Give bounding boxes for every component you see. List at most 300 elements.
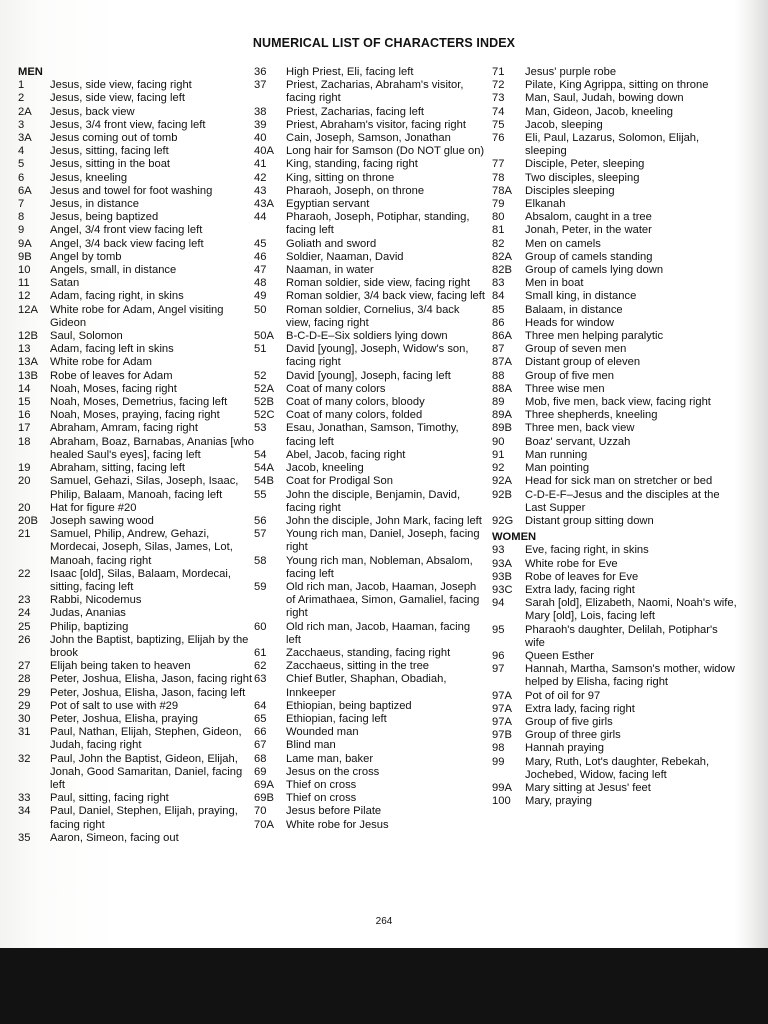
entry-text: Noah, Moses, Demetrius, facing left	[50, 396, 228, 409]
entry-text: Adam, facing right, in skins	[50, 290, 184, 303]
entry-text: Jesus' purple robe	[525, 66, 617, 78]
index-entry	[18, 687, 258, 700]
entry-number: 13B	[18, 369, 38, 382]
entry-text: Coat of many colors, bloody	[286, 396, 425, 409]
index-entry	[492, 449, 737, 462]
entry-text: Mob, five men, back view, facing right	[525, 396, 711, 409]
index-entry	[492, 238, 737, 251]
index-entry	[18, 198, 258, 211]
entry-text: Goliath and sword	[286, 237, 377, 250]
index-entry	[492, 742, 737, 755]
index-entry	[254, 277, 486, 290]
index-entry	[18, 568, 258, 594]
entry-number: 3A	[18, 132, 32, 145]
entry-text: Blind man	[286, 739, 336, 752]
entry-text: Roman soldier, 3/4 back view, facing left	[286, 290, 485, 303]
entry-text: Mary sitting at Jesus' feet	[525, 781, 651, 794]
entry-number: 15	[18, 396, 31, 409]
entry-text: Extra lady, facing right	[525, 583, 635, 596]
entry-text: Coat of many colors, folded	[286, 409, 423, 422]
column-3	[492, 66, 737, 808]
index-entry	[254, 739, 486, 752]
entry-text: Noah, Moses, praying, facing right	[50, 409, 220, 422]
index-entry	[18, 79, 258, 92]
entry-number: 2	[18, 92, 25, 105]
index-entry	[492, 795, 737, 808]
entry-number: 57	[254, 528, 267, 541]
entry-text: Paul, John the Baptist, Gideon, Elijah, Jonah, Good Samaritan, Daniel, facing left	[50, 752, 243, 791]
index-entry	[254, 251, 486, 264]
entry-text: Pilate, King Agrippa, sitting on throne	[525, 79, 709, 92]
index-entry	[492, 716, 737, 729]
entry-text: Jesus, sitting, facing left	[50, 145, 169, 158]
entry-text: Jesus coming out of tomb	[50, 132, 178, 145]
entry-number: 82	[492, 237, 505, 250]
entry-number: 99A	[492, 781, 512, 794]
index-entry	[254, 819, 486, 832]
entry-text: Balaam, in distance	[525, 303, 623, 316]
index-entry	[492, 317, 737, 330]
index-entry	[254, 132, 486, 145]
entry-number: 86A	[492, 330, 512, 343]
index-entry	[492, 756, 737, 782]
entry-number: 82A	[492, 250, 512, 263]
entry-text: Absalom, caught in a tree	[525, 211, 652, 224]
index-entry	[18, 251, 258, 264]
index-entry	[18, 713, 258, 726]
index-entry	[18, 277, 258, 290]
entry-text: Jacob, sleeping	[525, 118, 603, 131]
entry-text: Philip, baptizing	[50, 620, 129, 633]
entry-number: 97A	[492, 689, 512, 702]
index-entry	[492, 330, 737, 343]
index-entry	[254, 198, 486, 211]
entry-number: 93C	[492, 583, 513, 596]
index-entry	[18, 290, 258, 303]
entry-number: 52C	[254, 409, 275, 422]
entry-text: Pharaoh's daughter, Delilah, Potiphar's wife	[525, 623, 718, 649]
index-entry	[492, 663, 737, 689]
entry-number: 54A	[254, 462, 274, 475]
index-entry	[254, 290, 486, 303]
entry-text: C-D-E-F–Jesus and the disciples at the Last Supper	[525, 488, 720, 514]
entry-text: Group of seven men	[525, 343, 627, 356]
entry-number: 91	[492, 448, 505, 461]
entry-text: Men on camels	[525, 237, 601, 250]
index-entry	[492, 650, 737, 663]
index-entry	[492, 290, 737, 303]
index-entry	[254, 700, 486, 713]
index-entry	[492, 422, 737, 435]
index-entry	[18, 502, 258, 515]
index-entry	[18, 422, 258, 435]
index-entry	[254, 145, 486, 158]
index-entry	[492, 383, 737, 396]
entry-number: 30	[18, 712, 31, 725]
entry-list-women	[492, 544, 737, 808]
index-entry	[18, 238, 258, 251]
entry-number: 69B	[254, 792, 274, 805]
index-entry	[254, 555, 486, 581]
entry-text: Lame man, baker	[286, 752, 374, 765]
entry-text: Jesus, being baptized	[50, 211, 159, 224]
entry-number: 39	[254, 118, 267, 131]
entry-number: 69	[254, 765, 267, 778]
entry-number: 38	[254, 105, 267, 118]
entry-text: Two disciples, sleeping	[525, 171, 640, 184]
index-entry	[254, 449, 486, 462]
entry-text: Roman soldier, side view, facing right	[286, 277, 471, 290]
entry-list-col2	[254, 66, 486, 832]
entry-number: 47	[254, 264, 267, 277]
entry-text: Man running	[525, 448, 588, 461]
index-entry	[492, 185, 737, 198]
index-entry	[254, 422, 486, 448]
index-entry	[254, 185, 486, 198]
entry-text: Long hair for Samson (Do NOT glue on)	[286, 145, 485, 158]
index-entry	[18, 726, 258, 752]
entry-number: 45	[254, 237, 267, 250]
entry-text: David [young], Joseph, facing left	[286, 369, 451, 382]
entry-text: Group of five girls	[525, 715, 613, 728]
entry-number: 16	[18, 409, 31, 422]
entry-text: Abel, Jacob, facing right	[286, 448, 406, 461]
index-entry	[492, 475, 737, 488]
entry-number: 97B	[492, 729, 512, 742]
entry-number: 36	[254, 66, 267, 78]
entry-text: Three shepherds, kneeling	[525, 409, 658, 422]
entry-number: 93	[492, 544, 505, 557]
index-entry	[492, 92, 737, 105]
column-1	[18, 66, 258, 845]
entry-text: Old rich man, Jacob, Haaman, facing left	[286, 620, 471, 646]
entry-number: 77	[492, 158, 505, 171]
entry-text: Priest, Zacharias, facing left	[286, 105, 425, 118]
entry-text: Group of camels lying down	[525, 264, 664, 277]
entry-number: 64	[254, 699, 267, 712]
entry-text: Young rich man, Daniel, Joseph, facing right	[286, 528, 480, 554]
entry-number: 90	[492, 435, 505, 448]
entry-text: Paul, Nathan, Elijah, Stephen, Gideon, Judah, facing right	[50, 726, 242, 752]
entry-text: Jesus and towel for foot washing	[50, 184, 213, 197]
entry-text: Peter, Joshua, Elisha, praying	[50, 712, 199, 725]
entry-text: Thief on cross	[286, 792, 357, 805]
entry-text: Jacob, kneeling	[286, 462, 364, 475]
entry-number: 53	[254, 422, 267, 435]
index-entry	[18, 660, 258, 673]
entry-number: 8	[18, 211, 25, 224]
entry-text: Zacchaeus, standing, facing right	[286, 646, 451, 659]
entry-text: Angel, 3/4 front view facing left	[50, 224, 203, 237]
index-entry	[18, 330, 258, 343]
index-entry	[254, 528, 486, 554]
entry-number: 52B	[254, 396, 274, 409]
entry-text: Ethiopian, being baptized	[286, 699, 412, 712]
index-entry	[18, 792, 258, 805]
entry-number: 5	[18, 158, 25, 171]
entry-text: Mary, praying	[525, 795, 592, 808]
entry-text: Angel by tomb	[50, 250, 122, 263]
index-entry	[18, 436, 258, 462]
index-entry	[254, 779, 486, 792]
entry-number: 13	[18, 343, 31, 356]
entry-text: Disciple, Peter, sleeping	[525, 158, 645, 171]
entry-number: 32	[18, 752, 31, 765]
entry-text: Pot of salt to use with #29	[50, 699, 179, 712]
entry-list-col3	[492, 66, 737, 528]
entry-number: 27	[18, 660, 31, 673]
index-entry	[18, 145, 258, 158]
entry-number: 3	[18, 118, 25, 131]
index-entry	[254, 172, 486, 185]
entry-number: 93B	[492, 570, 512, 583]
index-entry	[18, 515, 258, 528]
entry-text: Pot of oil for 97	[525, 689, 601, 702]
index-entry	[492, 436, 737, 449]
entry-text: Pharaoh, Joseph, Potiphar, standing, facing left	[286, 211, 470, 237]
index-entry	[18, 621, 258, 634]
entry-number: 82B	[492, 264, 512, 277]
entry-text: Eli, Paul, Lazarus, Solomon, Elijah, sleeping	[525, 132, 700, 158]
entry-number: 20B	[18, 514, 38, 527]
entry-text: King, sitting on throne	[286, 171, 395, 184]
entry-text: Abraham, sitting, facing left	[50, 462, 185, 475]
entry-number: 33	[18, 792, 31, 805]
index-entry	[254, 343, 486, 369]
index-entry	[254, 753, 486, 766]
entry-number: 78	[492, 171, 505, 184]
entry-text: Jesus, side view, facing left	[50, 92, 185, 105]
entry-number: 75	[492, 118, 505, 131]
entry-number: 7	[18, 198, 25, 211]
entry-number: 40	[254, 132, 267, 145]
index-entry	[18, 343, 258, 356]
entry-text: Coat for Prodigal Son	[286, 475, 393, 488]
entry-number: 87	[492, 343, 505, 356]
entry-text: Naaman, in water	[286, 264, 374, 277]
entry-text: Sarah [old], Elizabeth, Naomi, Noah's wife, Mary [old], Lois, facing left	[525, 597, 737, 623]
index-entry	[492, 251, 737, 264]
entry-text: Jesus, in distance	[50, 198, 139, 211]
entry-number: 25	[18, 620, 31, 633]
entry-text: Elijah being taken to heaven	[50, 660, 191, 673]
entry-number: 67	[254, 739, 267, 752]
entry-text: Wounded man	[286, 726, 359, 739]
entry-number: 37	[254, 79, 267, 92]
entry-number: 44	[254, 211, 267, 224]
entry-number: 12B	[18, 330, 38, 343]
index-entry	[254, 66, 486, 79]
entry-text: Ethiopian, facing left	[286, 712, 387, 725]
entry-text: Jesus, side view, facing right	[50, 79, 192, 92]
index-entry	[254, 766, 486, 779]
index-entry	[254, 370, 486, 383]
index-entry	[18, 211, 258, 224]
entry-number: 56	[254, 514, 267, 527]
entry-number: 9	[18, 224, 25, 237]
entry-text: Young rich man, Nobleman, Absalom, facing left	[286, 554, 473, 580]
page-number: 264	[375, 916, 393, 927]
index-entry	[18, 119, 258, 132]
index-entry	[18, 594, 258, 607]
entry-number: 88A	[492, 382, 512, 395]
entry-text: Jesus, 3/4 front view, facing left	[50, 118, 206, 131]
index-entry	[254, 673, 486, 699]
index-entry	[492, 515, 737, 528]
entry-text: Heads for window	[525, 316, 614, 329]
entry-text: Samuel, Gehazi, Silas, Joseph, Isaac, Philip, Balaam, Manoah, facing left	[50, 475, 239, 501]
index-entry	[492, 462, 737, 475]
index-entry	[18, 832, 258, 845]
entry-number: 80	[492, 211, 505, 224]
entry-number: 14	[18, 382, 31, 395]
index-entry	[18, 700, 258, 713]
entry-number: 13A	[18, 356, 38, 369]
entry-text: Boaz' servant, Uzzah	[525, 435, 631, 448]
entry-text: White robe for Adam	[50, 356, 152, 369]
entry-number: 92A	[492, 475, 512, 488]
index-entry	[254, 475, 486, 488]
scanner-background	[0, 948, 768, 1024]
entry-number: 97	[492, 663, 505, 676]
entry-number: 89A	[492, 409, 512, 422]
entry-text: Peter, Joshua, Elisha, Jason, facing right	[50, 673, 253, 686]
index-entry	[18, 356, 258, 369]
entry-number: 20	[18, 501, 31, 514]
page-title: NUMERICAL LIST OF CHARACTERS INDEX	[252, 36, 516, 50]
entry-number: 17	[18, 422, 31, 435]
index-entry	[18, 185, 258, 198]
entry-number: 18	[18, 435, 31, 448]
entry-number: 94	[492, 597, 505, 610]
entry-text: Isaac [old], Silas, Balaam, Mordecai, sitting, facing left	[50, 567, 231, 593]
entry-text: Three wise men	[525, 382, 605, 395]
entry-text: Priest, Zacharias, Abraham's visitor, facing right	[286, 79, 464, 105]
entry-text: Three men, back view	[525, 422, 635, 435]
entry-number: 43A	[254, 198, 274, 211]
entry-number: 50	[254, 303, 267, 316]
entry-number: 34	[18, 805, 31, 818]
index-entry	[492, 79, 737, 92]
index-entry	[18, 528, 258, 568]
index-entry	[18, 383, 258, 396]
entry-number: 22	[18, 567, 31, 580]
entry-number: 11	[18, 277, 30, 290]
entry-number: 88	[492, 369, 505, 382]
index-entry	[254, 515, 486, 528]
entry-text: Judas, Ananias	[50, 607, 126, 620]
index-entry	[18, 132, 258, 145]
entry-text: Aaron, Simeon, facing out	[50, 831, 179, 844]
entry-text: Small king, in distance	[525, 290, 637, 303]
entry-number: 9B	[18, 250, 32, 263]
entry-text: Rabbi, Nicodemus	[50, 594, 142, 607]
entry-text: Saul, Solomon	[50, 330, 123, 343]
entry-number: 54B	[254, 475, 274, 488]
index-entry	[492, 343, 737, 356]
index-entry	[18, 607, 258, 620]
entry-number: 65	[254, 712, 267, 725]
index-entry	[254, 726, 486, 739]
entry-text: Group of camels standing	[525, 250, 653, 263]
column-2	[254, 66, 486, 832]
entry-text: Thief on cross	[286, 778, 357, 791]
index-entry	[492, 304, 737, 317]
index-entry	[18, 396, 258, 409]
index-entry	[492, 544, 737, 557]
index-entry	[492, 409, 737, 422]
index-entry	[18, 409, 258, 422]
entry-number: 61	[254, 646, 267, 659]
entry-number: 89B	[492, 422, 512, 435]
index-entry	[492, 356, 737, 369]
index-entry	[254, 647, 486, 660]
entry-number: 52	[254, 369, 267, 382]
entry-number: 60	[254, 620, 267, 633]
index-entry	[254, 792, 486, 805]
index-entry	[492, 584, 737, 597]
index-entry	[18, 673, 258, 686]
index-entry	[492, 158, 737, 171]
entry-number: 21	[18, 528, 31, 541]
entry-number: 74	[492, 105, 505, 118]
index-entry	[254, 713, 486, 726]
index-entry	[492, 224, 737, 237]
index-entry	[18, 92, 258, 105]
index-entry	[18, 753, 258, 793]
entry-number: 93A	[492, 557, 512, 570]
entry-number: 97A	[492, 702, 512, 715]
index-entry	[18, 805, 258, 831]
entry-text: Man pointing	[525, 462, 590, 475]
index-entry	[492, 106, 737, 119]
entry-number: 78A	[492, 184, 512, 197]
entry-text: King, standing, facing right	[286, 158, 418, 171]
entry-text: Mary, Ruth, Lot's daughter, Rebekah, Jochebed, Widow, facing left	[525, 755, 710, 781]
entry-text: White robe for Jesus	[286, 818, 389, 831]
index-entry	[492, 198, 737, 211]
entry-number: 66	[254, 726, 267, 739]
entry-number: 6A	[18, 184, 32, 197]
entry-number: 29	[18, 686, 31, 699]
index-entry	[492, 132, 737, 158]
entry-number: 4	[18, 145, 25, 158]
entry-text: Old rich man, Jacob, Haaman, Joseph of Arimathaea, Simon, Gamaliel, facing right	[286, 580, 480, 620]
index-entry	[254, 581, 486, 621]
entry-number: 9A	[18, 237, 32, 250]
entry-number: 95	[492, 623, 505, 636]
index-entry	[18, 264, 258, 277]
entry-number: 86	[492, 316, 505, 329]
entry-text: Three men helping paralytic	[525, 330, 664, 343]
index-entry	[254, 304, 486, 330]
entry-number: 2A	[18, 105, 32, 118]
entry-number: 12A	[18, 303, 38, 316]
entry-text: John the disciple, John Mark, facing left	[286, 514, 482, 527]
entry-text: Paul, Daniel, Stephen, Elijah, praying, facing right	[50, 805, 238, 831]
entry-text: Soldier, Naaman, David	[286, 250, 404, 263]
index-entry	[254, 489, 486, 515]
index-entry	[18, 370, 258, 383]
entry-number: 70A	[254, 818, 274, 831]
index-entry	[492, 172, 737, 185]
entry-text: Abraham, Boaz, Barnabas, Ananias [who healed Saul's eyes], facing left	[50, 435, 254, 461]
entry-text: Hannah praying	[525, 742, 604, 755]
index-entry	[254, 158, 486, 171]
entry-number: 71	[492, 66, 505, 78]
entry-number: 55	[254, 488, 267, 501]
entry-text: Paul, sitting, facing right	[50, 792, 169, 805]
